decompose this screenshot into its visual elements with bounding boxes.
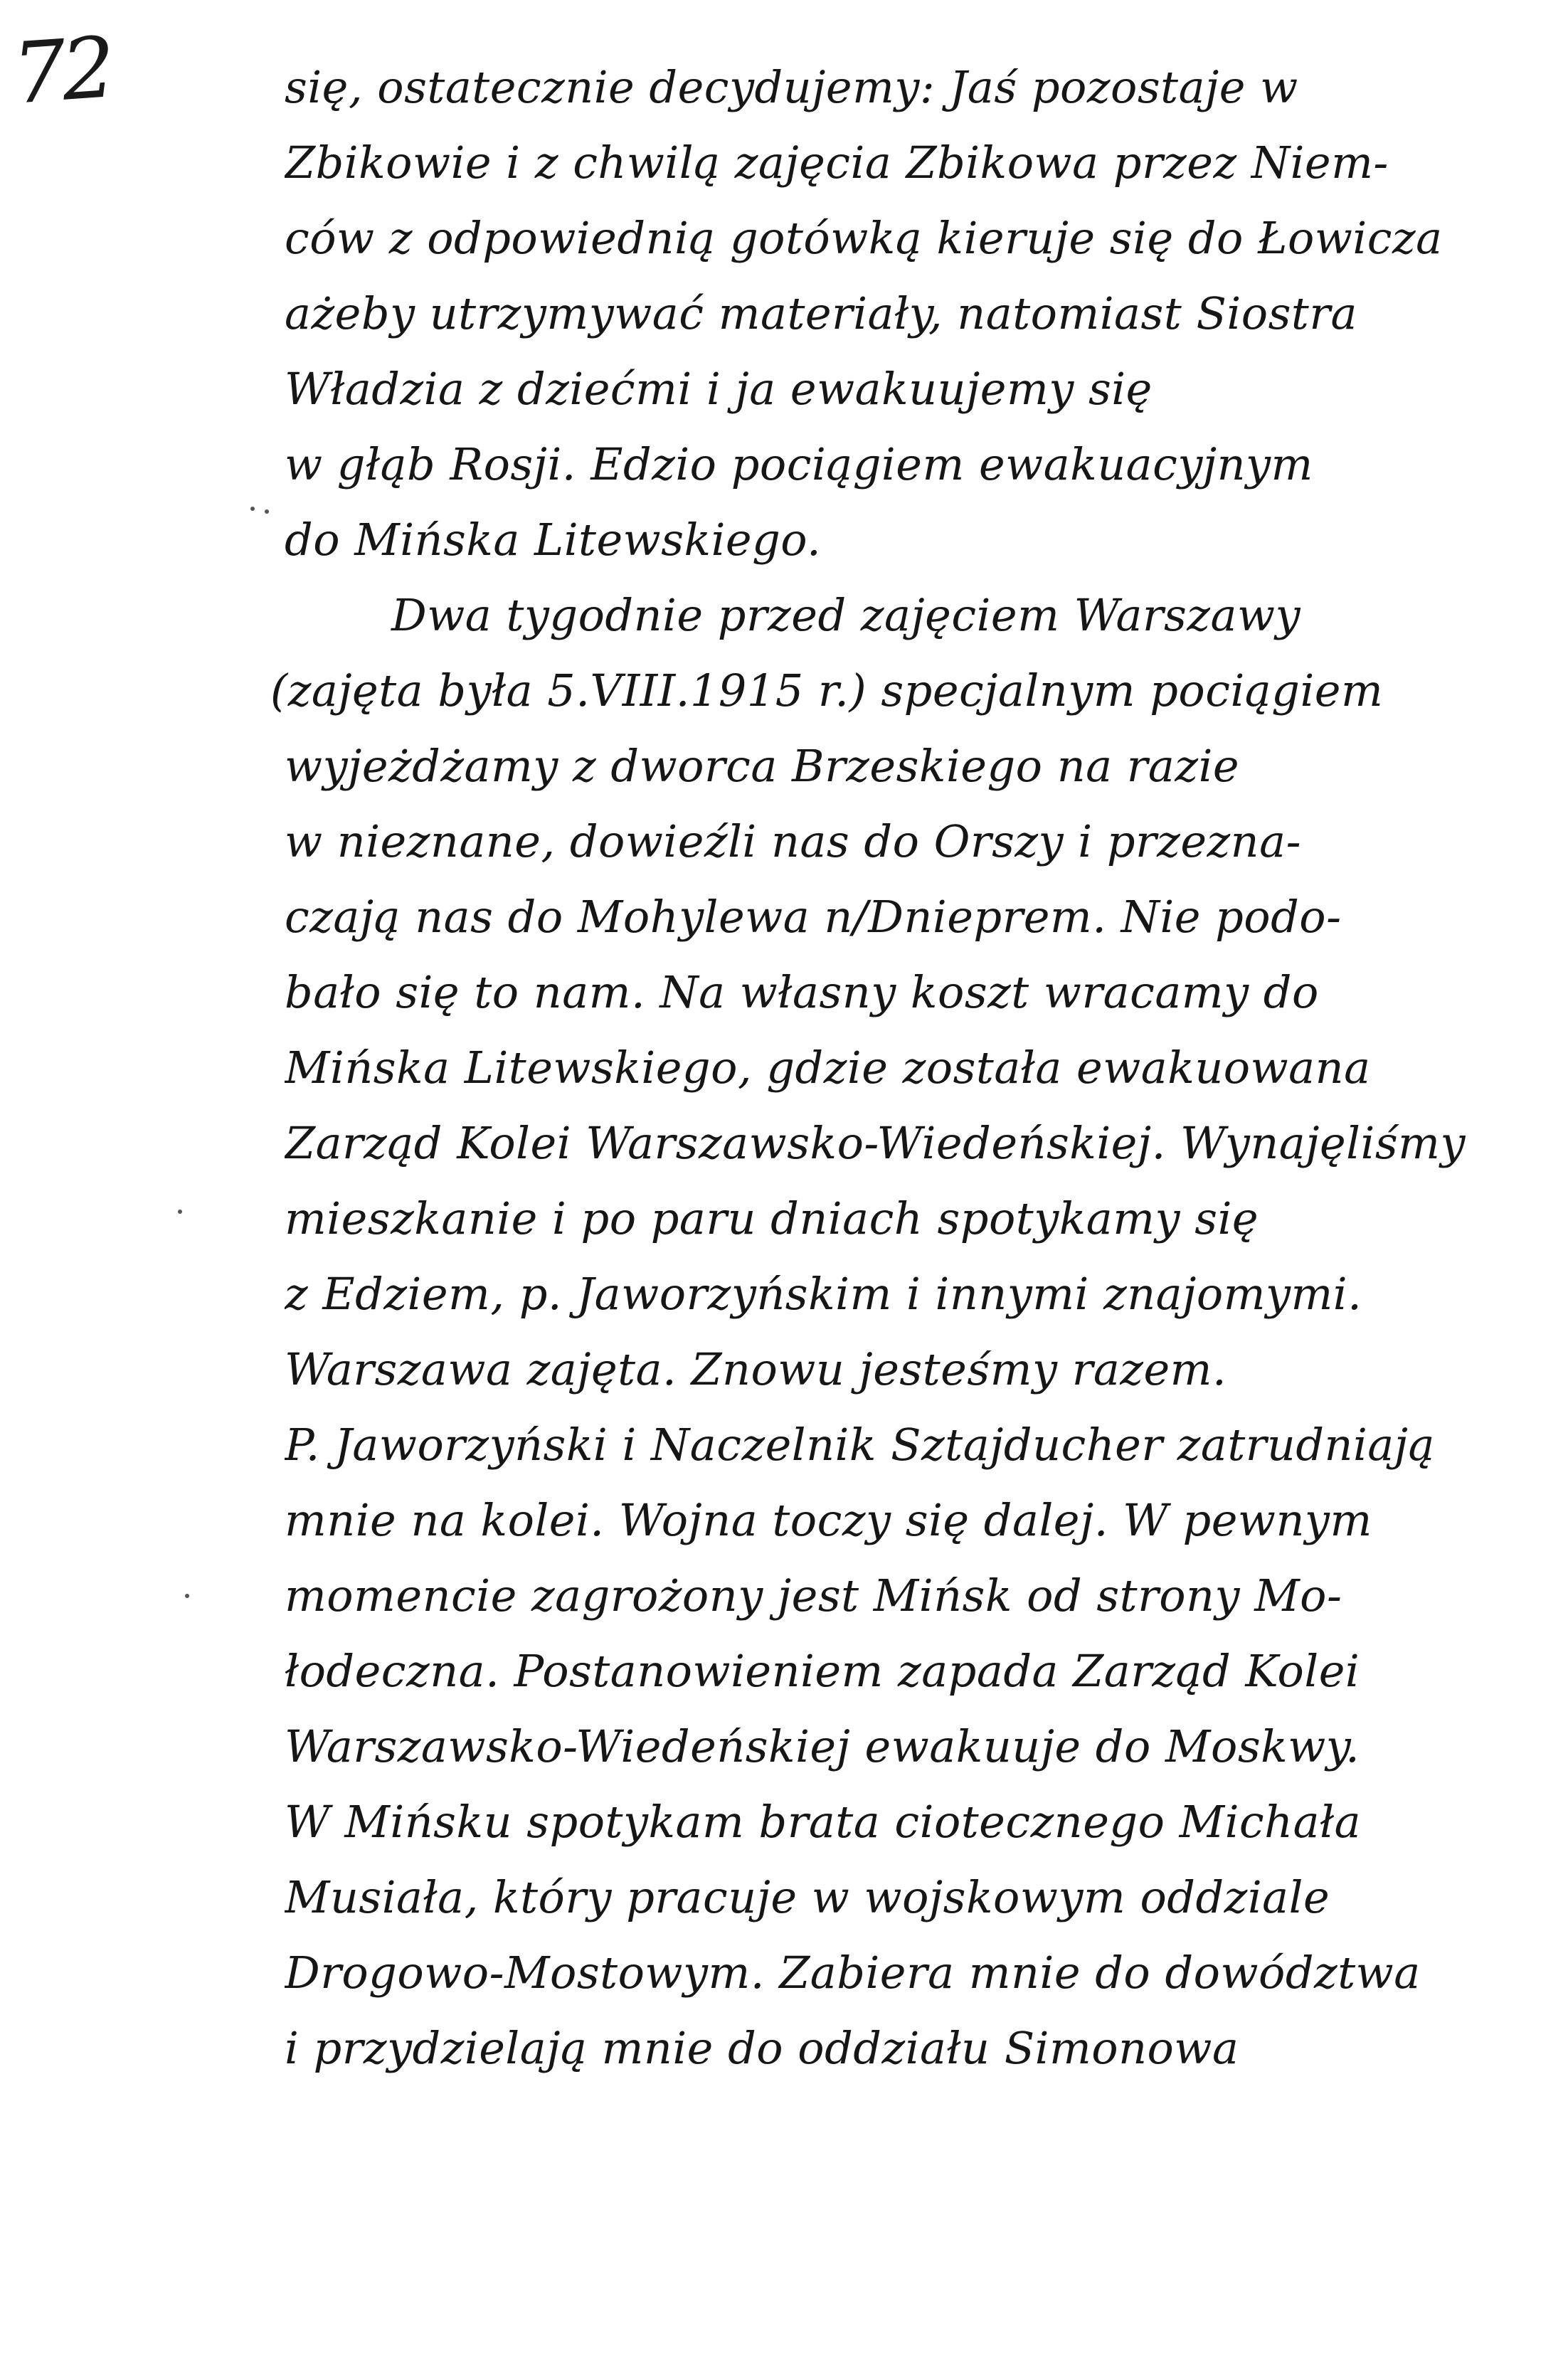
manuscript-line: łodeczna. Postanowieniem zapada Zarząd Kolei	[285, 1645, 1360, 1697]
margin-dot	[265, 509, 269, 514]
margin-dot	[250, 507, 255, 511]
manuscript-line: ców z odpowiednią gotówką kieruje się do Łowicza	[285, 212, 1443, 264]
manuscript-line: i przydzielają mnie do oddziału Simonowa	[285, 2022, 1239, 2074]
manuscript-line: Mińska Litewskiego, gdzie została ewakuowana	[285, 1042, 1371, 1094]
manuscript-line: wyjeżdżamy z dworca Brzeskiego na razie	[285, 740, 1240, 792]
manuscript-line: czają nas do Mohylewa n/Dnieprem. Nie podo-	[285, 891, 1342, 943]
manuscript-line: Dwa tygodnie przed zajęciem Warszawy	[391, 589, 1301, 641]
manuscript-line: Warszawsko-Wiedeńskiej ewakuuje do Moskwy.	[285, 1720, 1360, 1772]
manuscript-line: Zarząd Kolei Warszawsko-Wiedeńskiej. Wynajęliśmy	[285, 1117, 1466, 1169]
manuscript-line: mnie na kolei. Wojna toczy się dalej. W pewnym	[285, 1494, 1372, 1546]
manuscript-line: momencie zagrożony jest Mińsk od strony Mo-	[285, 1570, 1342, 1622]
manuscript-line: Zbikowie i z chwilą zajęcia Zbikowa przez Niem-	[285, 137, 1389, 189]
manuscript-line: z Edziem, p. Jaworzyńskim i innymi znajomymi.	[285, 1268, 1362, 1320]
manuscript-line: (zajęta była 5.VIII.1915 r.) specjalnym pociągiem	[270, 665, 1384, 716]
manuscript-line: się, ostatecznie decydujemy: Jaś pozostaje w	[285, 61, 1298, 113]
manuscript-line: w głąb Rosji. Edzio pociągiem ewakuacyjnym	[285, 438, 1313, 490]
manuscript-line: Drogowo-Mostowym. Zabiera mnie do dowództwa	[285, 1947, 1421, 1999]
manuscript-line: w nieznane, dowieźli nas do Orszy i przezna-	[285, 815, 1302, 867]
margin-dot	[185, 1594, 189, 1598]
manuscript-line: Władzia z dziećmi i ja ewakuujemy się	[285, 363, 1153, 415]
manuscript-line: P. Jaworzyński i Naczelnik Sztajducher zatrudniają	[285, 1419, 1435, 1471]
manuscript-line: bało się to nam. Na własny koszt wracamy do	[285, 966, 1319, 1018]
manuscript-text	[270, 50, 1551, 2086]
manuscript-line: W Mińsku spotykam brata ciotecznego Michała	[285, 1796, 1362, 1848]
manuscript-line: do Mińska Litewskiego.	[285, 514, 822, 566]
manuscript-line: ażeby utrzymywać materiały, natomiast Siostra	[285, 287, 1357, 339]
page-number: 72	[9, 18, 115, 123]
manuscript-line: mieszkanie i po paru dniach spotykamy się	[285, 1192, 1259, 1244]
manuscript-line: Musiała, który pracuje w wojskowym oddziale	[285, 1871, 1330, 1923]
margin-dot	[178, 1210, 182, 1214]
manuscript-line: Warszawa zajęta. Znowu jesteśmy razem.	[285, 1343, 1227, 1395]
